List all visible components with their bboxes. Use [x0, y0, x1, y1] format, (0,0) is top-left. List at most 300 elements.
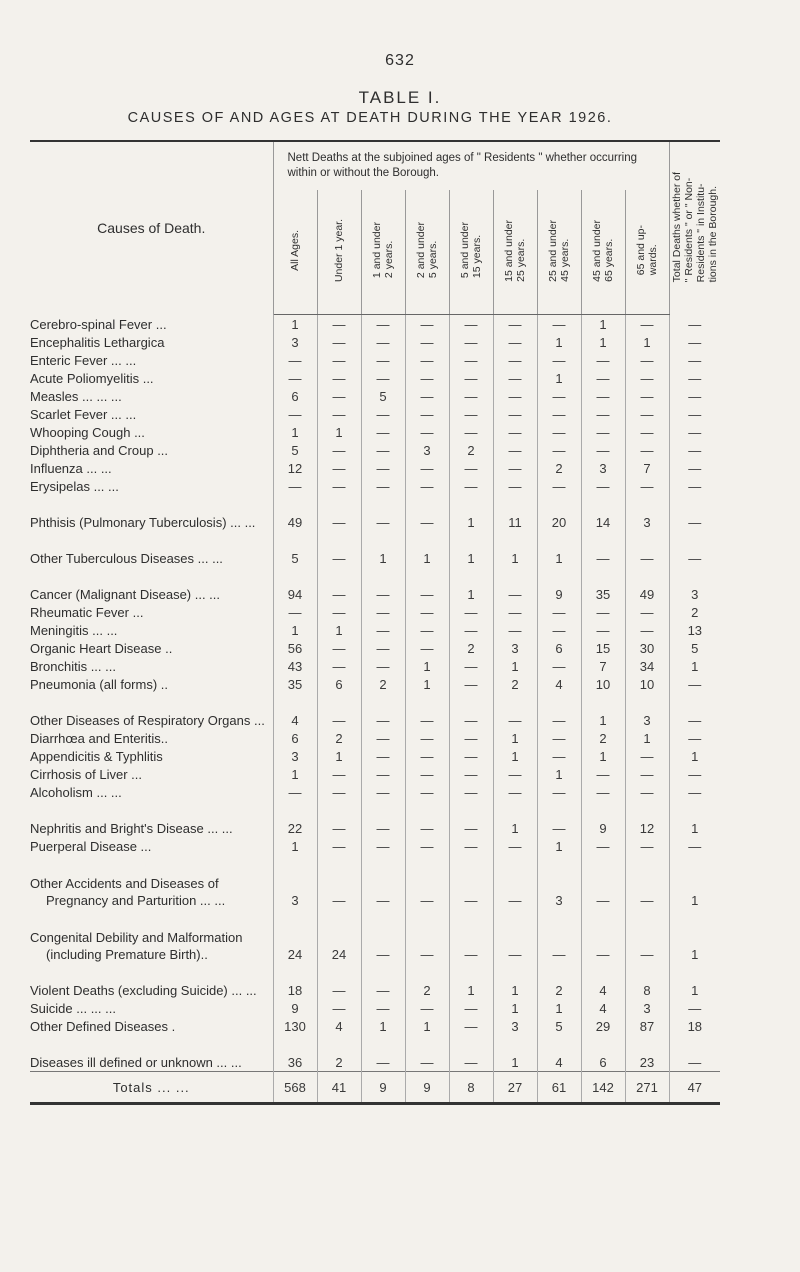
total-value-cell: 568 [273, 1072, 317, 1104]
value-cell: 3 [405, 441, 449, 459]
value-cell: — [361, 999, 405, 1017]
value-cell: 10 [625, 675, 669, 693]
value-cell: — [449, 1017, 493, 1035]
value-cell: 1 [537, 999, 581, 1017]
cause-cell: Diphtheria and Croup ... [30, 443, 169, 458]
value-cell: — [317, 657, 361, 675]
value-cell: 30 [625, 639, 669, 657]
value-cell: — [317, 387, 361, 405]
value-cell: — [493, 441, 537, 459]
value-cell: — [405, 837, 449, 855]
value-cell: 1 [669, 747, 720, 765]
value-cell: — [537, 441, 581, 459]
value-cell: 1 [273, 423, 317, 441]
value-cell: — [317, 999, 361, 1017]
value-cell: — [361, 801, 405, 837]
value-cell: — [581, 369, 625, 387]
value-cell: — [625, 603, 669, 621]
value-cell: — [625, 315, 669, 334]
table-row [30, 801, 720, 837]
value-cell: — [449, 747, 493, 765]
value-cell: 1 [317, 747, 361, 765]
table-row [30, 369, 720, 387]
value-cell: 1 [449, 567, 493, 603]
value-cell: — [405, 567, 449, 603]
value-cell: 1 [581, 333, 625, 351]
cause-cell: Cirrhosis of Liver ... [30, 767, 142, 782]
value-cell: — [493, 855, 537, 909]
cause-cell: Puerperal Disease ... [30, 839, 152, 854]
value-cell: 6 [273, 387, 317, 405]
value-cell: — [493, 693, 537, 729]
table-row [30, 333, 720, 351]
value-cell: 1 [493, 999, 537, 1017]
value-cell: 1 [493, 747, 537, 765]
age-header-label: 65 and up- wards. [635, 225, 660, 276]
value-cell: — [405, 765, 449, 783]
age-header-label: Under 1 year. [333, 218, 345, 283]
value-cell: — [449, 621, 493, 639]
age-header-7 [581, 190, 625, 315]
total-value-cell: 271 [625, 1072, 669, 1104]
value-cell: — [669, 837, 720, 855]
value-cell: — [317, 477, 361, 495]
table-row [30, 423, 720, 441]
value-cell: — [405, 603, 449, 621]
value-cell: 1 [537, 531, 581, 567]
value-cell: — [449, 405, 493, 423]
value-cell: 1 [669, 963, 720, 999]
table-row [30, 747, 720, 765]
value-cell: 24 [273, 909, 317, 963]
value-cell: 3 [493, 1017, 537, 1035]
cause-cell: Cerebro-spinal Fever ... [30, 317, 167, 332]
value-cell: 1 [625, 333, 669, 351]
value-cell: — [449, 315, 493, 334]
cause-cell: Other Tuberculous Diseases ... ... [30, 551, 223, 566]
value-cell: — [405, 747, 449, 765]
value-cell: — [537, 747, 581, 765]
value-cell: — [625, 765, 669, 783]
value-cell: 130 [273, 1017, 317, 1035]
value-cell: — [449, 387, 493, 405]
total-value-cell: 142 [581, 1072, 625, 1104]
value-cell: 1 [669, 909, 720, 963]
age-header-1 [317, 190, 361, 315]
value-cell: 5 [537, 1017, 581, 1035]
table-row [30, 765, 720, 783]
page-number: 632 [385, 52, 415, 69]
cause-cell: Other Defined Diseases . [30, 1019, 176, 1034]
age-header-label: 1 and under 2 years. [371, 222, 395, 279]
value-cell: 12 [625, 801, 669, 837]
value-cell: — [669, 369, 720, 387]
table-row [30, 783, 720, 801]
value-cell: — [537, 351, 581, 369]
value-cell: — [317, 693, 361, 729]
value-cell: 94 [273, 567, 317, 603]
value-cell: 6 [273, 729, 317, 747]
table-row [30, 621, 720, 639]
value-cell: — [361, 1035, 405, 1072]
value-cell: — [581, 441, 625, 459]
value-cell: 49 [273, 495, 317, 531]
value-cell: — [581, 909, 625, 963]
table-row [30, 999, 720, 1017]
value-cell: — [669, 765, 720, 783]
value-cell: — [581, 531, 625, 567]
value-cell: — [669, 675, 720, 693]
value-cell: 2 [537, 963, 581, 999]
value-cell: — [405, 621, 449, 639]
value-cell: — [449, 351, 493, 369]
value-cell: — [669, 783, 720, 801]
value-cell: — [537, 387, 581, 405]
value-cell: — [537, 729, 581, 747]
value-cell: — [669, 423, 720, 441]
value-cell: 3 [625, 999, 669, 1017]
value-cell: — [669, 315, 720, 334]
value-cell: — [361, 333, 405, 351]
table-row [30, 639, 720, 657]
value-cell: — [449, 729, 493, 747]
table-row [30, 603, 720, 621]
value-cell: — [273, 783, 317, 801]
value-cell: 3 [625, 693, 669, 729]
age-header-0 [273, 190, 317, 315]
value-cell: 35 [581, 567, 625, 603]
value-cell: — [493, 765, 537, 783]
value-cell: 22 [273, 801, 317, 837]
value-cell: — [405, 423, 449, 441]
value-cell: — [669, 531, 720, 567]
value-cell: 2 [317, 1035, 361, 1072]
value-cell: — [537, 783, 581, 801]
value-cell: 2 [669, 603, 720, 621]
value-cell: — [361, 657, 405, 675]
value-cell: — [317, 837, 361, 855]
value-cell: — [493, 315, 537, 334]
value-cell: — [625, 405, 669, 423]
value-cell: — [581, 387, 625, 405]
causes-header: Causes of Death. [30, 141, 273, 315]
value-cell: — [405, 855, 449, 909]
causes-of-death-table [30, 140, 720, 1105]
value-cell: 1 [405, 531, 449, 567]
value-cell: — [449, 801, 493, 837]
value-cell: 1 [273, 837, 317, 855]
table-row [30, 387, 720, 405]
total-value-cell: 61 [537, 1072, 581, 1104]
table-row [30, 351, 720, 369]
header-row [30, 141, 720, 190]
value-cell: — [537, 405, 581, 423]
value-cell: — [449, 837, 493, 855]
value-cell: 1 [449, 495, 493, 531]
value-cell: — [449, 423, 493, 441]
value-cell: 2 [449, 441, 493, 459]
value-cell: — [361, 423, 405, 441]
value-cell: 12 [273, 459, 317, 477]
value-cell: — [669, 333, 720, 351]
value-cell: 3 [273, 747, 317, 765]
value-cell: — [317, 639, 361, 657]
value-cell: 1 [493, 801, 537, 837]
value-cell: 3 [669, 567, 720, 603]
cause-cell: Meningitis ... ... [30, 623, 118, 638]
value-cell: 29 [581, 1017, 625, 1035]
value-cell: — [493, 405, 537, 423]
value-cell: 1 [361, 1017, 405, 1035]
value-cell: — [449, 369, 493, 387]
value-cell: 1 [669, 657, 720, 675]
cause-cell: Pneumonia (all forms) .. [30, 677, 168, 692]
value-cell: 18 [273, 963, 317, 999]
cause-cell: Diarrhœa and Enteritis.. [30, 731, 168, 746]
value-cell: — [625, 441, 669, 459]
value-cell: — [317, 459, 361, 477]
age-header-5 [493, 190, 537, 315]
value-cell: 1 [405, 657, 449, 675]
table-row [30, 477, 720, 495]
value-cell: — [449, 693, 493, 729]
value-cell: 18 [669, 1017, 720, 1035]
value-cell: 1 [581, 315, 625, 334]
value-cell: 3 [625, 495, 669, 531]
value-cell: 1 [537, 369, 581, 387]
cause-cell: Alcoholism ... ... [30, 785, 122, 800]
cause-cell: Encephalitis Lethargica [30, 335, 165, 350]
table-row [30, 315, 720, 334]
table-row [30, 531, 720, 567]
value-cell: — [361, 369, 405, 387]
value-cell: 4 [537, 1035, 581, 1072]
cause-cell: Influenza ... ... [30, 461, 112, 476]
value-cell: — [537, 603, 581, 621]
value-cell: — [449, 477, 493, 495]
value-cell: — [581, 837, 625, 855]
value-cell: — [405, 495, 449, 531]
value-cell: 4 [537, 675, 581, 693]
value-cell: 6 [581, 1035, 625, 1072]
value-cell: — [405, 387, 449, 405]
value-cell: — [361, 765, 405, 783]
value-cell: 1 [317, 423, 361, 441]
age-header-8 [625, 190, 669, 315]
value-cell: — [405, 693, 449, 729]
total-deaths-header-text: Total Deaths whether of " Residents " or " Non- Residents " in Institu- tions in the Borough. [670, 171, 719, 282]
table-row [30, 693, 720, 729]
value-cell: 1 [273, 765, 317, 783]
value-cell: — [669, 351, 720, 369]
value-cell: — [581, 603, 625, 621]
value-cell: — [317, 405, 361, 423]
value-cell: — [581, 423, 625, 441]
value-cell: — [317, 369, 361, 387]
value-cell: 9 [273, 999, 317, 1017]
cause-cell: Diseases ill defined or unknown ... ... [30, 1055, 242, 1070]
value-cell: 11 [493, 495, 537, 531]
value-cell: — [537, 315, 581, 334]
value-cell: — [625, 621, 669, 639]
cause-cell: Phthisis (Pulmonary Tuberculosis) ... ... [30, 515, 256, 530]
value-cell: — [449, 333, 493, 351]
value-cell: — [405, 405, 449, 423]
value-cell: — [581, 351, 625, 369]
value-cell: — [493, 783, 537, 801]
value-cell: — [537, 657, 581, 675]
total-value-cell: 27 [493, 1072, 537, 1104]
value-cell: 5 [273, 441, 317, 459]
cause-cell: Enteric Fever ... ... [30, 353, 137, 368]
age-header-label: 2 and under 5 years. [415, 222, 439, 279]
age-header-label: All Ages. [289, 230, 301, 271]
cause-cell: Appendicitis & Typhlitis [30, 749, 163, 764]
value-cell: 3 [273, 855, 317, 909]
value-cell: — [405, 1035, 449, 1072]
cause-cell: Cancer (Malignant Disease) ... ... [30, 587, 221, 602]
table-row [30, 441, 720, 459]
age-header-label: 15 and under 25 years. [503, 219, 527, 282]
value-cell: — [625, 387, 669, 405]
value-cell: — [581, 477, 625, 495]
cause-cell: Nephritis and Bright's Disease ... ... [30, 821, 233, 836]
value-cell: — [405, 369, 449, 387]
value-cell: — [405, 351, 449, 369]
value-cell: — [317, 315, 361, 334]
total-value-cell: 8 [449, 1072, 493, 1104]
table-body [30, 315, 720, 1104]
value-cell: 2 [361, 675, 405, 693]
value-cell: 9 [581, 801, 625, 837]
value-cell: — [537, 909, 581, 963]
value-cell: — [493, 333, 537, 351]
value-cell: 1 [581, 693, 625, 729]
value-cell: 2 [449, 639, 493, 657]
value-cell: 6 [317, 675, 361, 693]
value-cell: — [405, 315, 449, 334]
value-cell: 23 [625, 1035, 669, 1072]
value-cell: 2 [493, 675, 537, 693]
cause-cell: Measles ... ... ... [30, 389, 122, 404]
value-cell: — [361, 729, 405, 747]
value-cell: — [361, 783, 405, 801]
value-cell: — [449, 765, 493, 783]
value-cell: — [405, 477, 449, 495]
value-cell: — [405, 999, 449, 1017]
value-cell: 4 [581, 999, 625, 1017]
value-cell: — [405, 459, 449, 477]
value-cell: — [449, 1035, 493, 1072]
value-cell: 5 [669, 639, 720, 657]
value-cell: — [581, 405, 625, 423]
value-cell: 2 [317, 729, 361, 747]
table-row [30, 657, 720, 675]
total-value-cell: 41 [317, 1072, 361, 1104]
age-header-label: 45 and under 65 years. [591, 219, 615, 282]
value-cell: — [317, 603, 361, 621]
value-cell: — [361, 837, 405, 855]
value-cell: — [449, 603, 493, 621]
value-cell: 15 [581, 639, 625, 657]
value-cell: 1 [273, 315, 317, 334]
value-cell: — [625, 837, 669, 855]
value-cell: — [361, 441, 405, 459]
table-row [30, 855, 720, 909]
table-row [30, 405, 720, 423]
value-cell: — [405, 783, 449, 801]
value-cell: — [405, 729, 449, 747]
value-cell: — [317, 801, 361, 837]
value-cell: — [405, 333, 449, 351]
value-cell: — [361, 405, 405, 423]
value-cell: — [449, 459, 493, 477]
value-cell: — [273, 369, 317, 387]
total-value-cell: 9 [405, 1072, 449, 1104]
value-cell: — [361, 639, 405, 657]
value-cell: — [537, 477, 581, 495]
value-cell: 1 [493, 531, 537, 567]
value-cell: — [537, 693, 581, 729]
value-cell: — [317, 765, 361, 783]
value-cell: 1 [493, 963, 537, 999]
value-cell: 49 [625, 567, 669, 603]
age-header-3 [405, 190, 449, 315]
value-cell: 1 [449, 531, 493, 567]
value-cell: — [625, 351, 669, 369]
age-header-6 [537, 190, 581, 315]
value-cell: 3 [493, 639, 537, 657]
value-cell: 1 [581, 747, 625, 765]
age-header-label: 5 and under 15 years. [459, 222, 483, 279]
cause-cell: Erysipelas ... ... [30, 479, 119, 494]
value-cell: — [361, 567, 405, 603]
value-cell: — [361, 459, 405, 477]
value-cell: 1 [493, 657, 537, 675]
table-row [30, 567, 720, 603]
value-cell: 1 [537, 333, 581, 351]
cause-cell: Rheumatic Fever ... [30, 605, 144, 620]
value-cell: — [361, 495, 405, 531]
value-cell: — [317, 783, 361, 801]
value-cell: — [669, 387, 720, 405]
value-cell: — [405, 801, 449, 837]
cause-cell: Congenital Debility and Malformation (including Premature Birth).. [30, 930, 243, 962]
value-cell: — [361, 621, 405, 639]
value-cell: — [493, 459, 537, 477]
value-cell: — [493, 621, 537, 639]
value-cell: — [493, 351, 537, 369]
value-cell: — [537, 801, 581, 837]
value-cell: — [669, 729, 720, 747]
value-cell: 3 [581, 459, 625, 477]
value-cell: — [273, 405, 317, 423]
value-cell: 3 [537, 855, 581, 909]
value-cell: 13 [669, 621, 720, 639]
value-cell: — [317, 351, 361, 369]
value-cell: 1 [405, 1017, 449, 1035]
age-header-4 [449, 190, 493, 315]
cause-cell: Other Diseases of Respiratory Organs ... [30, 713, 265, 728]
value-cell: — [361, 855, 405, 909]
value-cell: 7 [581, 657, 625, 675]
value-cell: — [493, 603, 537, 621]
value-cell: 7 [625, 459, 669, 477]
cause-cell: Whooping Cough ... [30, 425, 145, 440]
value-cell: — [317, 567, 361, 603]
value-cell: 4 [581, 963, 625, 999]
cause-cell: Organic Heart Disease .. [30, 641, 173, 656]
